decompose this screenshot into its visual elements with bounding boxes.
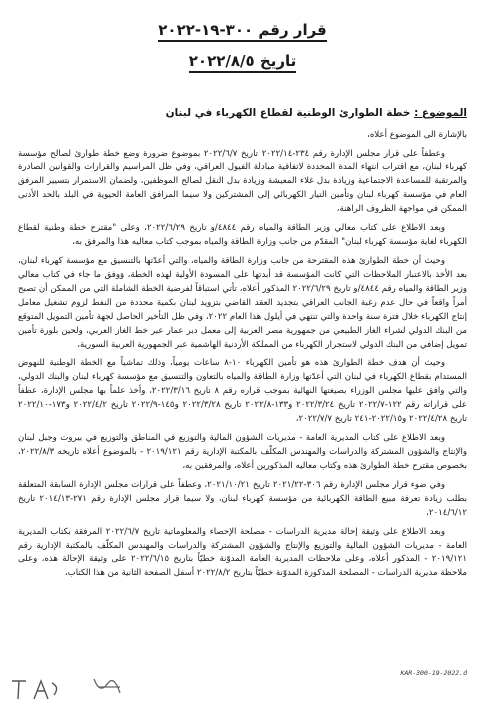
subject-text: خطة الطوارئ الوطنية لقطاع الكهرباء في لبنان: [165, 107, 411, 119]
decision-date: تاريخ ٢٠٢٢/٨/٥: [189, 52, 296, 73]
subject-label: الموضوع :: [414, 107, 467, 119]
initials-signature-2: [90, 673, 130, 705]
paragraph-3: وحيث أن خطة الطوارئ هذه المقترحة من جانب وزارة الطاقة والمياه، والتي أعدّتها بالتنسيق مع مؤسسة كهرباء لبنان، بعد الأخذ بالاعتبار الملاحظات التي كانت المؤسسة قد أبدتها على المسودة الأولية لهذه الخطة، وَوفق ما جاء في كتاب معالي وزير الطاقة والمياه رقم ٤٨٤٤/و تاريخ ٢٠٢٢/٦/٢٩ المذكور أعلاه، تأتي استباقاً لفرضية الخطة الشاملة التي من الممكن أن تصبح أمراً واقعاً في حال عدم رغبة الجانب العراقي بتجديد العقد القاضي بتزويد لبنان بكمية محددة من النفط لزوم تشغيل معامل إنتاج الكهرباء خلال فترة سنة واحدة والتي تنتهي في أيلول هذا العام ٢٠٢٢، وفي ظل التأخير الحاصل لجهة تأمين التمويل المتوقع من البنك الدولي لشراء الغاز الطبيعي من جمهورية مصر العربية إلى معمل دير عمار عبر خط الغاز العربي، ولحين بلورة تأمين تمويل إضافي من البنك الدولي لاستجرار الكهرباء من المملكة الأردنية الهاشمية عبر الجمهورية العربية السورية،: [18, 256, 467, 350]
signature-1-icon: [8, 675, 68, 703]
paragraph-4: وحيث أن هدف خطة الطوارئ هذه هو تأمين الكهرباء ١٠-٨ ساعات يومياً، وذلك تماشياً مع الخطة الوطنية للنهوض المستدام بقطاع الكهرباء في لبنان التي أعدّتها وزارة الطاقة والمياه بالتعاون والتنسيق مع مؤسسة كهرباء لبنان والبنك الدولي، والتي وافق عليها مجلس الوزراء بصيغتها النهائية بموجب قراره رقم ٨ تاريخ ٢٠٢٢/٣/١٦، وأخذ علماً بها مجلس الإدارة، عطفاً على قراراته رقم ١٢٢-٢٠٢٢/٧ تاريخ ٢٠٢٢/٣/٢٤ و١٣٣-٢٠٢٢/٨ تاريخ ٢٠٢٢/٣/٢٨ و١٤٥-٢٠٢٢/٩ تاريخ ٢٠٢٢/٤/٢ و١٧٣-٢٠٢٢/١٠ تاريخ ٢٠٢٢/٤/٢٨ و٢٠٢٢/١٥-٢٤١ تاريخ ٢٠٢٢/٧/٧،: [18, 358, 467, 425]
decision-header: [18, 20, 467, 73]
reference-code: KAR-300-19-2022.d: [400, 669, 467, 677]
subject-line: [18, 107, 467, 121]
paragraph-greeting: بالإشارة الى الموضوع أعلاه،: [367, 129, 467, 140]
document-body: [18, 129, 467, 582]
paragraph-7: وبعد الاطلاع على وثيقة إحالة مديرية الدراسات - مصلحة الإحصاء والمعلوماتية تاريخ ٢٠٢٢/٦/٧ المرفقة بكتاب المديرية العامة - مديريات الشؤون المالية والتوزيع والإنتاج والشؤون المشتركة والدراسات والمهندس المكلّف بالمكتبة الإدارية رقم ٢٠١٩/١٢١ - المذكور أعلاه، وعلى ملاحظات المديرية العامة المدوّنة خطيّاً بتاريخ ٢٠٢٢/٦/١٥ على وثيقة الإحالة هذه، وعلى ملاحظة مديرية الدراسات - المصلحة المذكورة المدوّنة خطيّاً بتاريخ ٢٠٢٢/٨/٢ أسفل الصفحة الثانية من هذا الكتاب،: [18, 526, 467, 579]
initials-signature-1: [8, 675, 68, 707]
paragraph-1: وعطفاً على قرار مجلس الإدارة رقم ٢٣٤-٢٠٢٢/١٤ تاريخ ٢٠٢٢/٦/٧ بموضوع ضرورة وضع خطة طوارئ لصالح مؤسسة كهرباء لبنان، مع اقتراب انتهاء المدة المحددة لاتفاقية مبادلة الفيول العراقي، وفي ظل المراسيم والقرارات والقوانين الصادرة والمرتقبة للمساعدة الاجتماعية وزيادة بدل غلاء المعيشة وزيادة بدل النقل لصالح الموظفين، ولضمان الاستمرار بتسيير المرفق العام في مؤسسة كهرباء لبنان وتأمين التيار الكهربائي إلى المشتركين ولا سيما المرافق العامة الحيوية في البلد بالحد الأدنى الممكن في مواجهة الظروف الراهنة،: [18, 148, 467, 215]
paragraph-6: وفي ضوء قرار مجلس الإدارة رقم ٣٠٦-٢٠٢١/٢٢ تاريخ ٢٠٢١/١٠/٢١، وعطفاً على قرارات مجلس الإدارة السابقة المتعلقة بطلب زيادة تعرفة مبيع الطاقة الكهربائية من مؤسسة كهرباء لبنان، ولا سيما قرار مجلس الإدارة رقم ٢٧١-٢٠١٤/١٣ تاريخ ٢٠١٤/٦/١٢،: [18, 479, 467, 518]
signature-2-icon: [90, 673, 130, 701]
page-footer: [0, 667, 485, 707]
paragraph-5: وبعد الاطلاع على كتاب المديرية العامة - مديريات الشؤون المالية والتوزيع في المناطق والتوزيع في بيروت وجبل لبنان والإنتاج والشؤون المشتركة والدراسات والمهندس المكلّف بالمكتبة الإدارية رقم ٢٠١٩/١٢١ - بالموضوع أعلاه تاريخه ٢٠٢٢/٨/٣، بخصوص مقترح خطة الطوارئ هذه وكتاب معاليه المذكورين أعلاه، والمرفقين به،: [18, 433, 468, 471]
paragraph-2: وبعد الاطلاع على كتاب معالي وزير الطاقة والمياه رقم ٤٨٤٤/و تاريخ ٢٠٢٢/٦/٢٩، وعلى "مقترح خطة وطنية لقطاع الكهرباء لغاية مؤسسة كهرباء لبنان" المقدّم من جانب وزارة الطاقة والمياه بموجب كتاب معاليه هذا والمرفق به،: [18, 223, 467, 248]
decision-number: قرار رقم ٣٠٠-١٩-٢٠٢٢: [158, 21, 326, 42]
